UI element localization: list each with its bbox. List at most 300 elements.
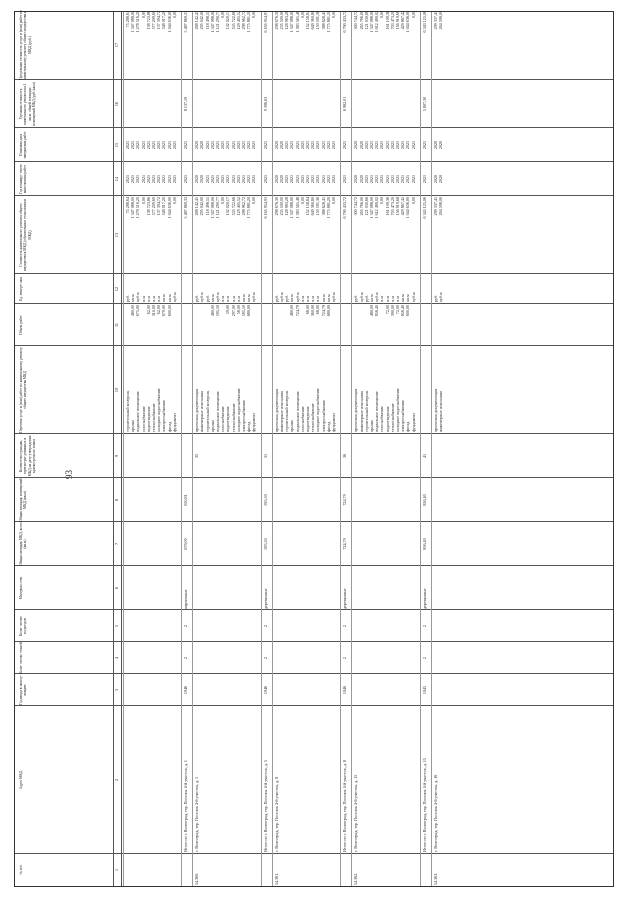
cell-end-years: 2021: [374, 140, 380, 150]
column-number: 7: [114, 542, 119, 546]
cell-walls: деревянные: [421, 588, 427, 609]
cell-address: Итого по г. Волгоград, тер. Поселок 4-й участок, д. 5: [262, 760, 268, 852]
cell-units: п.м: [395, 296, 400, 302]
cell-plan-years: 2021: [135, 174, 141, 184]
cell-costs: 138 723,86: [145, 197, 151, 216]
cell-plan-years: 2021: [171, 174, 177, 184]
cell-costs: 0,00: [171, 197, 177, 205]
cell-floors: 2: [183, 656, 188, 660]
cell-plan-years: 2021: [284, 174, 290, 184]
header-cell-item-no: № п/п: [19, 865, 23, 875]
cell-units: кв.м: [166, 294, 172, 302]
cell-costs: 548 017,20: [161, 197, 167, 216]
cell-works: водоотведение: [225, 406, 231, 432]
cell-works: фундамент: [331, 412, 336, 432]
header-cell-residents: Количество граждан, зарегистри- рованных в МКД на дату утверждения краткосрочного плана: [19, 435, 36, 477]
header-cell-area-total: Общая площадь МКД, всего (кв.м): [19, 522, 28, 566]
cell-costs: 5 487 869,33: [183, 197, 188, 219]
column-number: 13: [114, 232, 119, 238]
cell-volumes: 390,00: [389, 305, 395, 317]
cell-address: Итого по г. Волгоград, тер. Поселок 4-й участок, д. 15: [421, 758, 427, 852]
cell-plan-years: 2021: [262, 174, 268, 184]
cell-limit: 0,00: [251, 11, 257, 19]
cell-volumes: 310,00: [151, 305, 156, 317]
header-cell-plan-year: Год планиру- емого выполнения работ: [19, 164, 28, 194]
cell-units: кв.м: [246, 294, 252, 302]
cell-works: подвальное помещение: [135, 391, 141, 432]
cell-units: п.м: [389, 296, 395, 302]
cell-limit: 1 612 490,02: [374, 11, 380, 33]
cell-limit: 1 347 088,00: [369, 11, 374, 33]
cell-item-no: 54.360.: [194, 872, 200, 885]
header-cell-floors: Коли- чество этажей: [19, 642, 23, 674]
cell-costs: 1 121 290,77: [215, 197, 220, 219]
cell-plan-years: 2021: [363, 174, 369, 184]
cell-costs: 152 158,84: [305, 197, 310, 216]
cell-units: руб.: [194, 294, 200, 302]
cell-limit: 121 030,66: [363, 11, 369, 30]
cell-volumes: 68,00: [305, 305, 310, 315]
cell-units: кв.м: [130, 294, 136, 302]
cell-end-years: 2020: [273, 140, 279, 150]
cell-plan-years: 2021: [156, 174, 162, 184]
cell-works: проектная документация: [353, 388, 359, 432]
cell-plan-years: 2021: [400, 174, 406, 184]
column-number: 15: [114, 142, 119, 148]
header-cell-unit: Ед. измере- ния: [19, 277, 23, 301]
cell-address: г. Волгоград, тер. Поселок 4-й участок, д. 8: [273, 776, 279, 852]
cell-units: руб.: [204, 294, 210, 302]
cell-item-no: 54.362.: [353, 872, 359, 885]
cell-costs: 299 337,41: [433, 197, 438, 216]
cell-entrances: 2: [342, 624, 348, 628]
table-row: [420, 12, 421, 886]
cell-plan-years: 2021: [161, 174, 167, 184]
cell-costs: 6 343 125,06: [421, 197, 427, 219]
cell-units: кв.м: [400, 294, 406, 302]
cell-end-years: 2021: [379, 140, 385, 150]
cell-plan-years: 2021: [331, 174, 336, 184]
cell-works: проектная документация: [273, 388, 279, 432]
cell-costs: 118 498,55: [204, 197, 210, 216]
cell-limit: 265 766,00: [358, 11, 364, 30]
table-row: [431, 12, 432, 886]
cell-limit: 6 343 125,06: [421, 11, 427, 33]
cell-limit: 649 360,80: [310, 11, 316, 30]
cell-end-years: 2021: [135, 140, 141, 150]
cell-units: куб.м: [294, 292, 300, 302]
cell-limit: 1 347 088,00: [209, 11, 215, 33]
column-number: 3: [114, 688, 119, 692]
cell-works: газоснабжение: [220, 406, 226, 432]
column-number: 10: [114, 387, 119, 393]
cell-units: куб.м: [199, 292, 205, 302]
cell-units: п.м: [315, 296, 321, 302]
cell-end-years: 2021: [204, 140, 210, 150]
header-cell-entrances: Коли- чество подъездов: [19, 616, 28, 636]
cell-works: газоснабжение: [140, 406, 146, 432]
header-cell-unit-cost: Удельная стоимость капитального ремонта на 1 кв.м. общей площади помещений МКД (руб./кв.м): [19, 82, 36, 126]
cell-works: водоотведение: [305, 406, 310, 432]
cell-units: куб.м: [438, 292, 444, 302]
cell-walls: кирпичные: [183, 589, 188, 609]
cell-limit: 0,00: [379, 11, 385, 19]
cell-plan-years: 2021: [395, 174, 400, 184]
cell-costs: 0,00: [410, 197, 416, 205]
cell-limit: 0,00: [220, 11, 226, 19]
cell-plan-years: 2021: [246, 174, 252, 184]
cell-area-premises: 595,50: [262, 494, 268, 506]
table-row: [192, 12, 193, 886]
table-row: [261, 12, 262, 886]
cell-end-years: 2021: [151, 140, 156, 150]
cell-works: строительный контроль: [204, 390, 210, 432]
cell-item-no: 54.363.: [433, 872, 438, 885]
cell-end-years: 2021: [130, 140, 136, 150]
column-number: 16: [114, 101, 119, 107]
cell-end-years: 2021: [299, 140, 305, 150]
cell-plan-years: 2021: [384, 174, 390, 184]
cell-costs: 1 775 881,20: [246, 197, 252, 219]
cell-volumes: 856,40: [400, 305, 406, 317]
cell-end-years: 2021: [161, 140, 167, 150]
cell-plan-years: 2021: [421, 174, 427, 184]
cell-end-years: 2021: [262, 140, 268, 150]
cell-works: крыша: [289, 420, 295, 432]
cell-plan-years: 2021: [389, 174, 395, 184]
cell-item-no: 54.361.: [273, 872, 279, 885]
cell-costs: 1 044 636,00: [405, 197, 411, 219]
cell-works: проектная документация: [194, 388, 200, 432]
cell-address: г. Волгоград, тер. Поселок 4-й участок, д. 15: [353, 774, 359, 852]
cell-volumes: 679,00: [161, 305, 167, 317]
cell-costs: 577 209,60: [151, 197, 156, 216]
cell-works: холодное водоснабжение: [395, 388, 400, 432]
cell-works: подвальное помещение: [294, 391, 300, 432]
cell-area-total: 595,50: [262, 538, 268, 550]
cell-costs: 129 405,52: [235, 197, 241, 216]
cell-limit: 1 044 636,00: [166, 11, 172, 33]
cell-limit: 6 165 954,93: [262, 11, 268, 33]
cell-works: подвальное помещение: [374, 391, 380, 432]
cell-works: строительный контроль: [125, 390, 130, 432]
cell-volumes: 59,00: [225, 305, 231, 315]
cell-plan-years: 2020: [194, 174, 200, 184]
cell-unit-cost: 6 982,01: [342, 96, 348, 112]
cell-costs: 0,00: [379, 197, 385, 205]
cell-costs: 429 867,42: [400, 197, 406, 216]
capital-repair-table: [14, 11, 614, 887]
cell-works: теплоснабжение: [230, 403, 236, 432]
cell-limit: 298 962,72: [241, 11, 246, 30]
cell-plan-years: 2020: [353, 174, 359, 184]
cell-costs: 75 288,64: [125, 197, 130, 214]
cell-volumes: 62,00: [156, 305, 162, 315]
cell-end-years: 2021: [209, 140, 215, 150]
cell-units: кв.м: [405, 294, 411, 302]
cell-end-years: 2021: [363, 140, 369, 150]
cell-limit: 703 473,20: [389, 11, 395, 30]
cell-costs: 1 383 565,48: [294, 197, 300, 219]
cell-end-years: 2021: [251, 140, 257, 150]
cell-units: кв.м: [209, 294, 215, 302]
cell-plan-years: 2021: [241, 174, 246, 184]
cell-units: руб.: [125, 294, 130, 302]
cell-costs: 703 473,20: [389, 197, 395, 216]
cell-units: кв.м: [161, 294, 167, 302]
cell-costs: 235 500,00: [279, 197, 284, 216]
cell-works: инженерные изыскания: [199, 390, 205, 432]
cell-works: холодное водоснабжение: [315, 388, 321, 432]
cell-plan-years: 2020: [438, 174, 444, 184]
cell-limit: 152 158,84: [305, 11, 310, 30]
cell-end-years: 2021: [320, 140, 326, 150]
cell-end-years: 2021: [241, 140, 246, 150]
cell-volumes: 680,00: [246, 305, 252, 317]
header-cell-area-premises: Общая площадь помещений МКД (кв.м): [19, 478, 28, 522]
cell-works: теплоснабжение: [310, 403, 316, 432]
cell-volumes: 680,00: [325, 305, 331, 317]
cell-units: куб.м: [171, 292, 177, 302]
cell-volumes: 360,00: [310, 305, 316, 317]
cell-end-years: 2021: [331, 140, 336, 150]
cell-plan-years: 2021: [209, 174, 215, 184]
cell-limit: 0,00: [331, 11, 336, 19]
cell-units: п.м: [384, 296, 390, 302]
cell-works: теплоснабжение: [389, 403, 395, 432]
cell-costs: 1 347 088,00: [130, 197, 136, 219]
cell-end-years: 2021: [230, 140, 236, 150]
cell-limit: 388 628,41: [320, 11, 326, 30]
cell-plan-years: 2020: [199, 174, 205, 184]
cell-limit: 1 347 088,00: [130, 11, 136, 33]
header-cell-end-year: Плановая дата завершения работ: [19, 131, 28, 159]
cell-limit: 6 790 433,72: [342, 11, 348, 33]
cell-plan-years: 2021: [140, 174, 146, 184]
cell-works: фасад: [325, 421, 331, 432]
cell-units: куб.м: [358, 292, 364, 302]
header-cell-volume: Объем работ: [19, 315, 23, 335]
cell-end-years: 2021: [315, 140, 321, 150]
cell-plan-years: 2021: [310, 174, 316, 184]
cell-works: крыша: [130, 420, 136, 432]
cell-limit: 5 487 869,33: [183, 11, 188, 33]
cell-end-years: 2021: [284, 140, 290, 150]
cell-volumes: 58,00: [235, 305, 241, 315]
column-number: 2: [114, 778, 119, 782]
cell-units: п.м: [151, 296, 156, 302]
cell-residents: 35: [194, 453, 200, 459]
cell-costs: 264 598,00: [438, 197, 444, 216]
cell-end-years: 2021: [369, 140, 374, 150]
column-number: 5: [114, 624, 119, 628]
cell-works: фасад: [246, 421, 252, 432]
cell-volumes: 480,00: [289, 305, 295, 317]
cell-costs: 128 983,28: [284, 197, 290, 216]
cell-works: фасад: [166, 421, 172, 432]
table-row: [351, 12, 352, 886]
cell-units: п.м: [225, 296, 231, 302]
cell-limit: 161 109,36: [384, 11, 390, 30]
cell-area-total: 724,79: [342, 538, 348, 550]
cell-limit: 1 278 516,20: [135, 11, 141, 33]
cell-costs: 649 360,80: [310, 197, 316, 216]
cell-costs: 150 591,36: [315, 197, 321, 216]
cell-costs: 300 744,72: [353, 197, 359, 216]
cell-units: п.м: [220, 296, 226, 302]
cell-area-total: 679,00: [183, 538, 188, 550]
cell-limit: 118 498,55: [204, 11, 210, 30]
cell-limit: 1 044 636,00: [405, 11, 411, 33]
cell-costs: 0,00: [299, 197, 305, 205]
cell-end-years: 2021: [421, 140, 427, 150]
cell-residents: 31: [262, 453, 268, 459]
column-number: 11: [114, 322, 119, 328]
cell-year: 1946: [342, 685, 348, 695]
header-cell-limit: Предельная стоимость услуг и (или) работ по капитальному ремонту общего имущества в МКД (руб.): [19, 10, 32, 80]
cell-works: фундамент: [410, 412, 416, 432]
cell-plan-years: 2021: [204, 174, 210, 184]
cell-plan-years: 2021: [374, 174, 380, 184]
cell-costs: 1 775 881,20: [325, 197, 331, 219]
cell-costs: 121 030,66: [363, 197, 369, 216]
cell-plan-years: 2021: [289, 174, 295, 184]
cell-limit: 548 017,20: [161, 11, 167, 30]
cell-plan-years: 2021: [215, 174, 220, 184]
cell-plan-years: 2021: [299, 174, 305, 184]
cell-units: куб.м: [135, 292, 141, 302]
cell-units: куб.м: [251, 292, 257, 302]
cell-units: куб.м: [215, 292, 220, 302]
cell-costs: 156 919,68: [395, 197, 400, 216]
cell-end-years: 2021: [140, 140, 146, 150]
cell-end-years: 2021: [171, 140, 177, 150]
cell-costs: 6 165 954,93: [262, 197, 268, 219]
cell-costs: 388 628,41: [320, 197, 326, 216]
cell-units: п.м: [235, 296, 241, 302]
cell-limit: 295 042,00: [199, 11, 205, 30]
cell-plan-years: 2021: [305, 174, 310, 184]
cell-volumes: 72,00: [384, 305, 390, 315]
cell-works: строительный контроль: [363, 390, 369, 432]
cell-units: п.м: [145, 296, 151, 302]
cell-works: электроснабжение: [320, 399, 326, 432]
cell-units: руб.: [433, 294, 438, 302]
cell-costs: 0,00: [220, 197, 226, 205]
cell-units: п.м: [379, 296, 385, 302]
cell-works: строительный контроль: [284, 390, 290, 432]
cell-plan-years: 2021: [320, 174, 326, 184]
cell-plan-years: 2021: [183, 174, 188, 184]
cell-costs: 1 347 088,00: [369, 197, 374, 219]
column-number: 1: [114, 868, 119, 872]
cell-costs: 6 790 433,72: [342, 197, 348, 219]
cell-residents: 36: [342, 453, 348, 459]
cell-end-years: 2020: [438, 140, 444, 150]
cell-volumes: 62,00: [145, 305, 151, 315]
cell-volumes: 595,50: [215, 305, 220, 317]
cell-end-years: 2020: [194, 140, 200, 150]
cell-unit-cost: 9 396,63: [262, 96, 268, 112]
cell-units: кв.м: [320, 294, 326, 302]
cell-plan-years: 2021: [166, 174, 172, 184]
cell-works: инженерные изыскания: [438, 390, 444, 432]
cell-limit: 299 337,41: [433, 11, 438, 30]
cell-entrances: 2: [421, 624, 427, 628]
cell-limit: 0,00: [140, 11, 146, 19]
cell-limit: 1 775 881,20: [325, 11, 331, 33]
cell-year: 1946: [183, 685, 188, 695]
cell-limit: 235 500,00: [279, 11, 284, 30]
cell-costs: 1 612 490,02: [374, 197, 380, 219]
cell-works: проектная документация: [433, 388, 438, 432]
cell-works: газоснабжение: [379, 406, 385, 432]
cell-end-years: 2021: [410, 140, 416, 150]
cell-plan-years: 2021: [325, 174, 331, 184]
cell-area-total: 856,40: [421, 538, 427, 550]
cell-costs: 298 962,72: [241, 197, 246, 216]
cell-plan-years: 2021: [294, 174, 300, 184]
table-row: [340, 12, 341, 886]
cell-limit: 0,00: [410, 11, 416, 19]
cell-volumes: 600,00: [166, 305, 172, 317]
cell-limit: 264 598,00: [438, 11, 444, 30]
cell-costs: 137 394,72: [156, 197, 162, 216]
column-number: 14: [114, 176, 119, 182]
cell-works: холодное водоснабжение: [156, 388, 162, 432]
cell-limit: 1 383 565,48: [294, 11, 300, 33]
cell-works: электроснабжение: [161, 399, 167, 432]
cell-year: 1946: [262, 685, 268, 695]
cell-volumes: 297,00: [230, 305, 236, 317]
cell-costs: 1 044 636,00: [166, 197, 172, 219]
cell-units: п.м: [156, 296, 162, 302]
cell-limit: 298 676,30: [273, 11, 279, 30]
column-number: 9: [114, 454, 119, 458]
cell-plan-years: 2021: [151, 174, 156, 184]
column-number: 4: [114, 656, 119, 660]
cell-volumes: 72,00: [395, 305, 400, 315]
cell-plan-years: 2021: [235, 174, 241, 184]
cell-end-years: 2021: [235, 140, 241, 150]
cell-costs: 0,00: [140, 197, 146, 205]
cell-address: г. Волгоград, тер. Поселок 4-й участок, д. 16: [433, 774, 438, 852]
cell-end-years: 2021: [220, 140, 226, 150]
cell-units: п.м: [299, 296, 305, 302]
cell-walls: деревянные: [342, 588, 348, 609]
cell-end-years: 2021: [215, 140, 220, 150]
cell-plan-years: 2021: [251, 174, 257, 184]
cell-plan-years: 2020: [273, 174, 279, 184]
cell-volumes: 68,00: [315, 305, 321, 315]
cell-works: холодное водоснабжение: [235, 388, 241, 432]
cell-works: крыша: [209, 420, 215, 432]
cell-end-years: 2021: [125, 140, 130, 150]
cell-volumes: 856,40: [374, 305, 380, 317]
cell-limit: 75 288,64: [125, 11, 130, 28]
cell-limit: 150 591,36: [315, 11, 321, 30]
cell-costs: 132 020,17: [225, 197, 231, 216]
header-cell-cost: Стоимость капитального ремонта общего имущества в МКД (обязательные отчисления в МКД): [19, 198, 32, 272]
header-cell-year: Год ввода в эксплу- атацию: [19, 675, 28, 705]
cell-units: куб.м: [279, 292, 284, 302]
cell-plan-years: 2021: [220, 174, 226, 184]
cell-works: электроснабжение: [241, 399, 246, 432]
column-number: 12: [114, 286, 119, 292]
cell-area-premises: 724,79: [342, 494, 348, 506]
cell-limit: 0,00: [171, 11, 177, 19]
table-row: [181, 12, 182, 886]
